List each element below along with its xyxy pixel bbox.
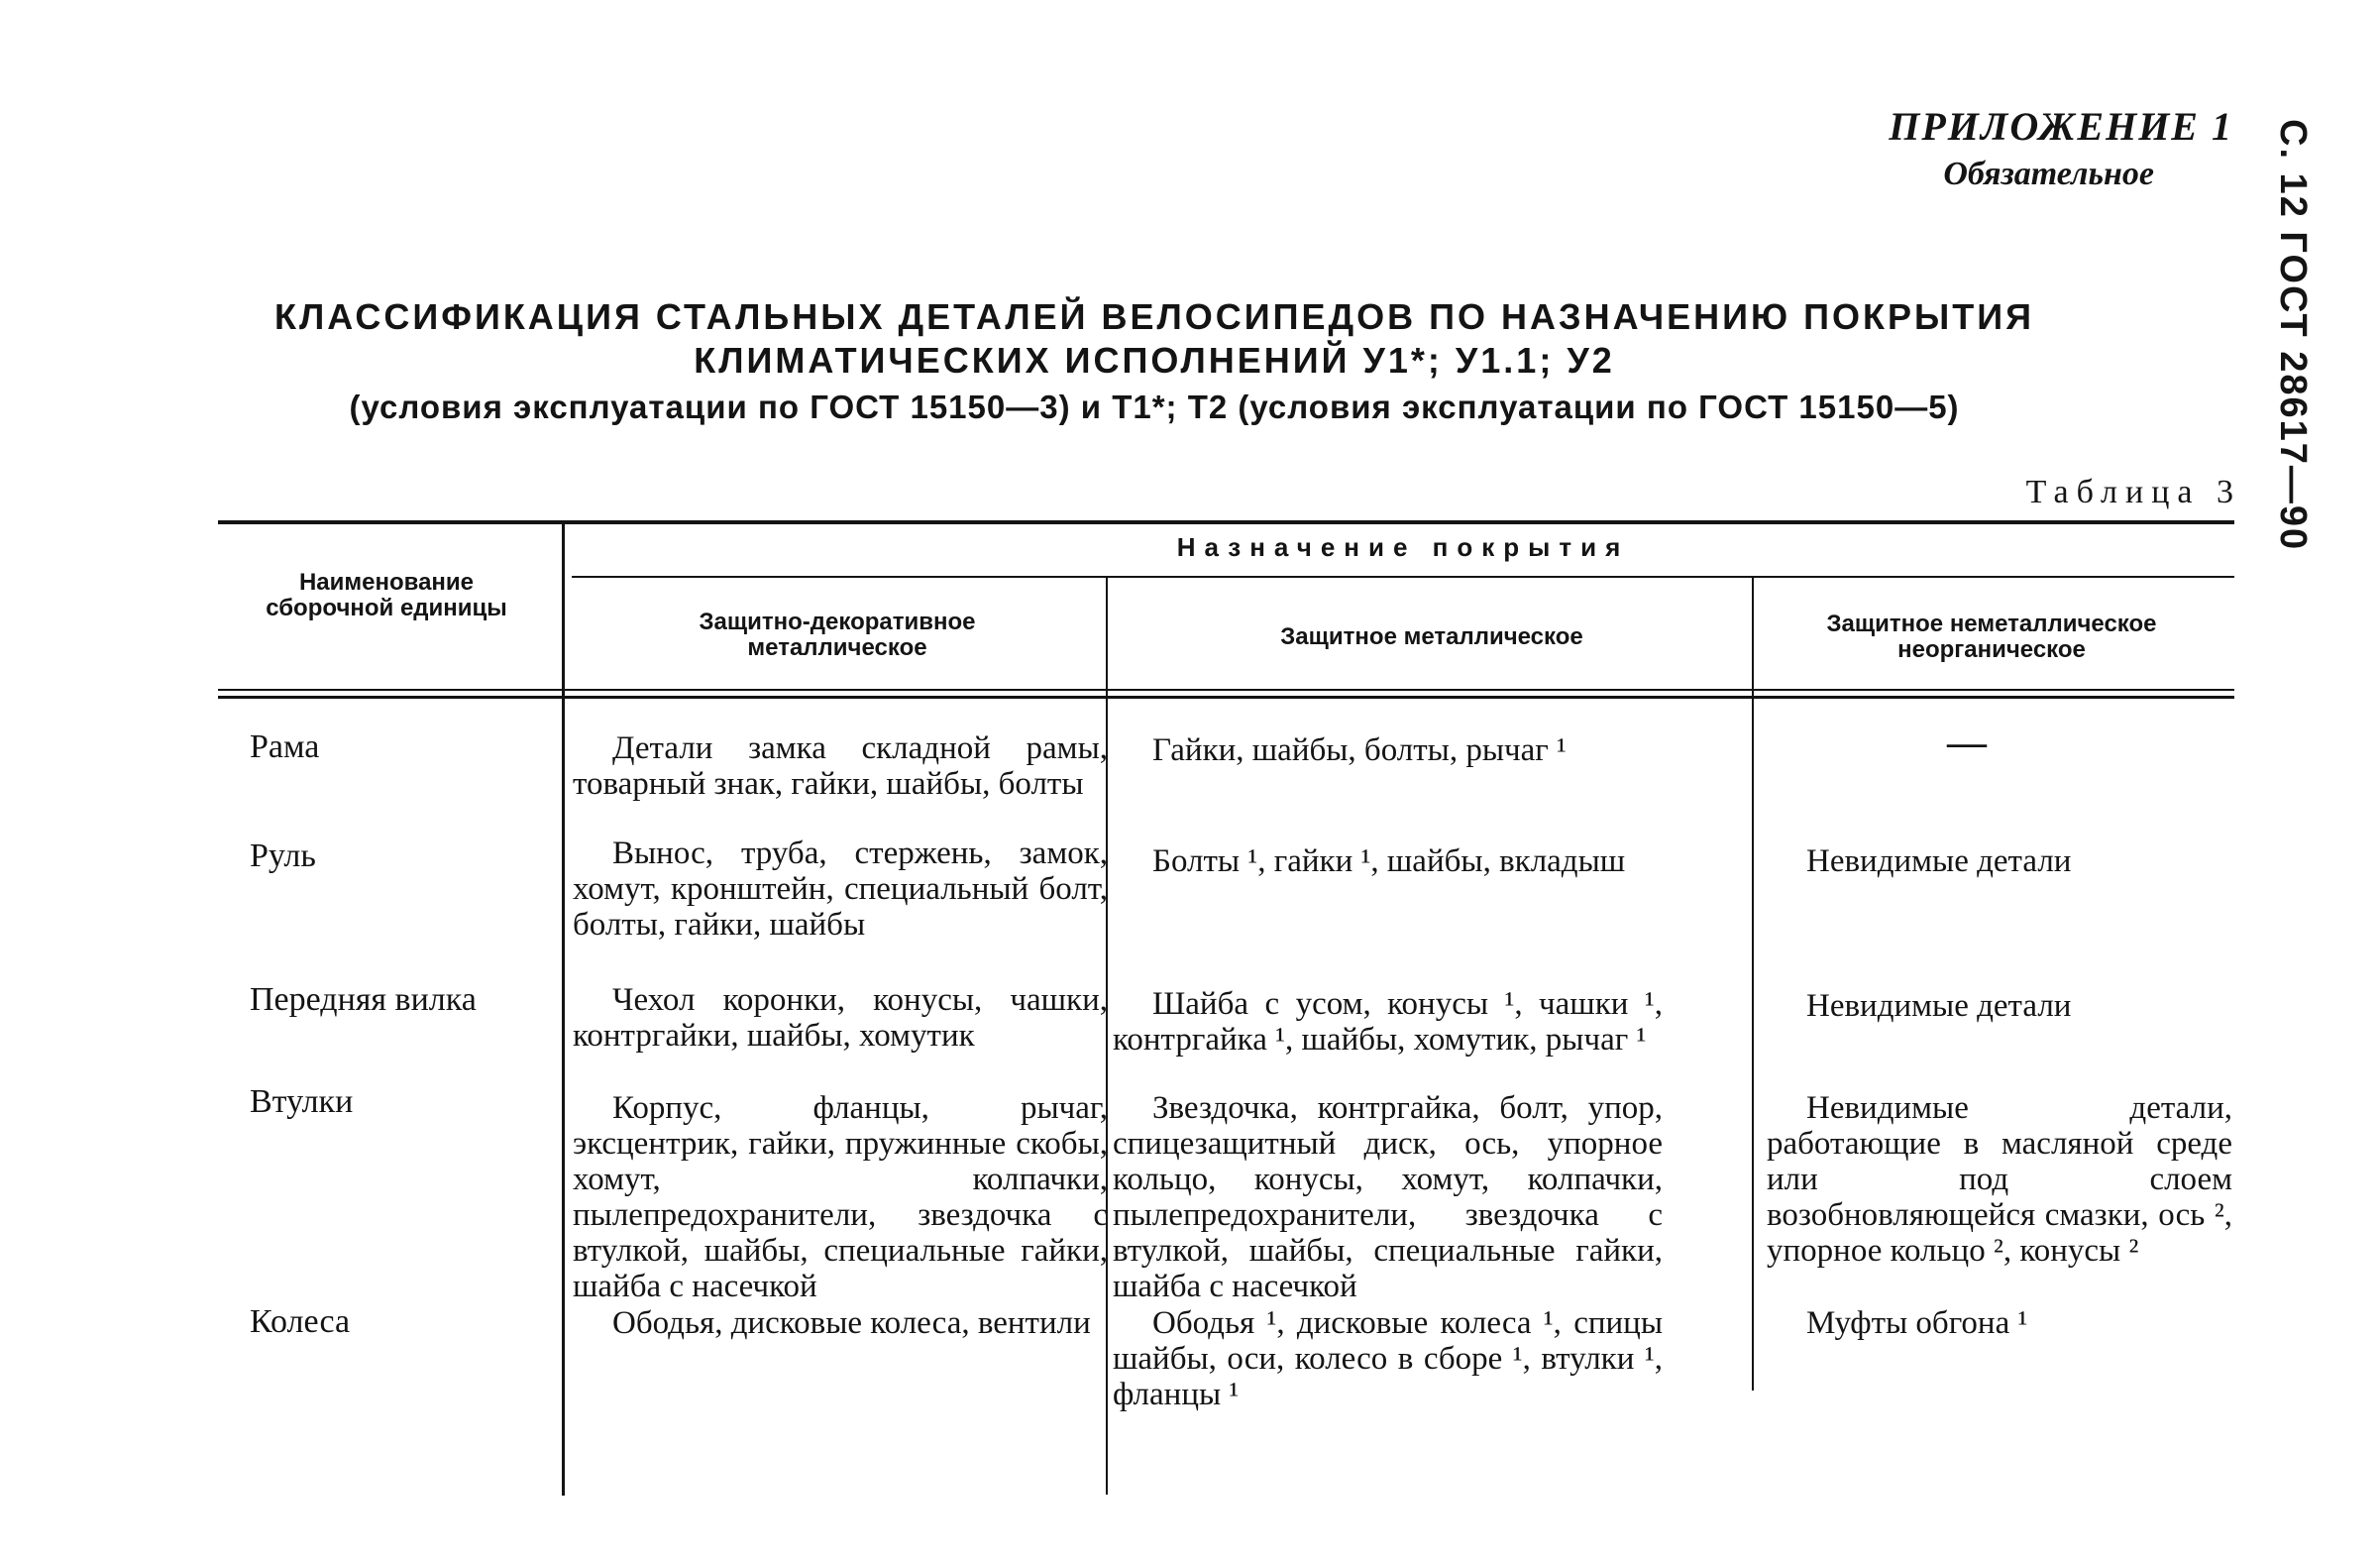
document-title	[248, 295, 2061, 432]
header-coating-purpose: Назначение покрытия	[1176, 532, 1630, 562]
row-cell-nonmetallic: —	[1947, 720, 1987, 764]
classification-table	[218, 520, 2234, 1497]
row-cell-metallic: Болты ¹, гайки ¹, шайбы, вкладыш	[1152, 843, 1626, 879]
group-header-rule	[572, 576, 2234, 578]
row-name: Втулки	[250, 1083, 354, 1120]
appendix-status: Обязательное	[1943, 156, 2154, 192]
table-label: Таблица 3	[2025, 474, 2241, 510]
row-name: Передняя вилка	[250, 981, 477, 1018]
row-cell-nonmetallic: Муфты обгона ¹	[1806, 1305, 2028, 1341]
row-cell-nonmetallic: Невидимые детали	[1806, 988, 2072, 1024]
row-cell-decorative: Вынос, труба, стержень, замок, хомут, кронштейн, специальный болт, болты, гайки, шайбы	[573, 836, 1108, 943]
table-top-rule	[218, 520, 2234, 524]
row-cell-nonmetallic: Невидимые детали, работающие в масляной среде или под слоем возобновляющейся смазки, ось ², упорное кольцо ², конусы ²	[1767, 1090, 2232, 1269]
row-cell-decorative: Детали замка складной рамы, товарный знак, гайки, шайбы, болты	[573, 730, 1108, 802]
row-cell-decorative: Корпус, фланцы, рычаг, эксцентрик, гайки, пружинные скобы, хомут, колпачки, пылепредохранители, звездочка с втулкой, шайбы, специальные гайки, шайба с насечкой	[573, 1090, 1108, 1304]
header-col-decorative: Защитно-декоративное металлическое	[699, 609, 976, 661]
title-line-2: КЛИМАТИЧЕСКИХ ИСПОЛНЕНИЙ У1*; У1.1; У2	[694, 340, 1615, 381]
title-line-1: КЛАССИФИКАЦИЯ СТАЛЬНЫХ ДЕТАЛЕЙ ВЕЛОСИПЕДОВ ПО НАЗНАЧЕНИЮ ПОКРЫТИЯ	[274, 296, 2034, 337]
title-line-3: (условия эксплуатации по ГОСТ 15150—3) и Т1*; Т2 (условия эксплуатации по ГОСТ 15150—5)	[349, 389, 1960, 425]
header-col-nonmetallic: Защитное неметаллическое неорганическое	[1826, 611, 2157, 663]
side-page-header: С. 12 ГОСТ 28617—90	[2272, 119, 2314, 552]
header-col-metallic: Защитное металлическое	[1280, 623, 1583, 650]
appendix-block	[1889, 103, 2233, 193]
row-cell-decorative: Ободья, дисковые колеса, вентили	[612, 1305, 1091, 1341]
header-bottom-rule-1	[218, 689, 2234, 691]
row-cell-metallic: Шайба с усом, конусы ¹, чашки ¹, контргайка ¹, шайбы, хомутик, рычаг ¹	[1113, 986, 1663, 1058]
row-name: Колеса	[250, 1303, 351, 1340]
appendix-title: ПРИЛОЖЕНИЕ 1	[1889, 104, 2233, 149]
row-cell-metallic: Гайки, шайбы, болты, рычаг ¹	[1152, 732, 1567, 768]
row-name: Рама	[250, 728, 320, 765]
row-name: Руль	[250, 837, 316, 874]
column-divider-1	[562, 524, 565, 1496]
row-cell-metallic: Ободья ¹, дисковые колеса ¹, спицы шайбы, оси, колесо в сборе ¹, втулки ¹, фланцы ¹	[1113, 1305, 1663, 1412]
row-cell-metallic: Звездочка, контргайка, болт, упор, спицезащитный диск, ось, упорное кольцо, конусы, хомут, колпачки, пылепредохранители, звездочка с втулкой, шайбы, специальные гайки, шайба с насечкой	[1113, 1090, 1663, 1304]
row-cell-decorative: Чехол коронки, конусы, чашки, контргайки, шайбы, хомутик	[573, 982, 1108, 1054]
column-divider-3	[1752, 578, 1754, 1391]
header-bottom-rule-2	[218, 696, 2234, 699]
row-cell-nonmetallic: Невидимые детали	[1806, 843, 2072, 879]
header-unit: Наименование сборочной единицы	[266, 569, 507, 621]
